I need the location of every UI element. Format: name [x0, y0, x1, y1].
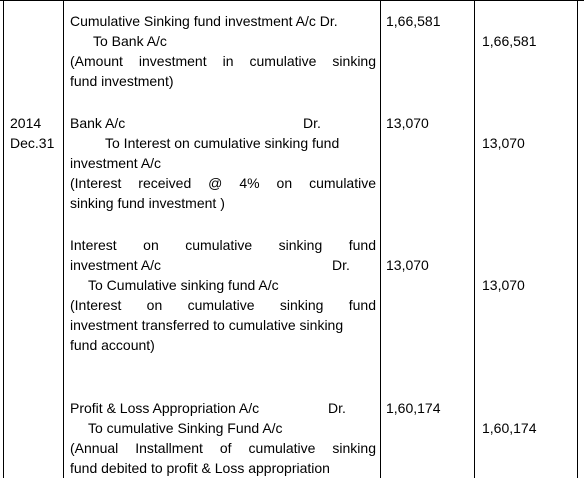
date-day: Dec.31	[10, 135, 55, 151]
entry-1-credit-amount: 1,66,581	[482, 33, 537, 49]
column-divider-debit	[474, 0, 475, 478]
entry-1-narration-line-2: fund investment)	[70, 73, 174, 89]
entry-2-narration-line-1: (Interest received @ 4% on cumulative	[70, 175, 376, 191]
column-divider-right-edge	[577, 0, 578, 478]
entry-2-debit-account: Bank A/c	[70, 115, 126, 131]
entry-3-narration-line-3: fund account)	[70, 337, 155, 353]
entry-3-debit-amount: 13,070	[386, 257, 429, 273]
entry-4-narration-line-1: (Annual Installment of cumulative sinking	[70, 440, 376, 456]
entry-1-credit-line: To Bank A/c	[93, 33, 167, 49]
entry-2-narration-line-2: sinking fund investment )	[70, 195, 225, 211]
entry-4-debit-amount: 1,60,174	[386, 400, 441, 416]
entry-2-credit-line-cont: investment A/c	[70, 155, 162, 171]
entry-4-narration-line-2: fund debited to profit & Loss appropriation	[70, 460, 330, 476]
date-year: 2014	[10, 115, 42, 131]
entry-3-narration-line-1: (Interest on cumulative sinking fund	[70, 297, 376, 313]
entry-4-debit-account: Profit & Loss Appropriation A/c	[70, 400, 260, 416]
entry-2-debit-amount: 13,070	[386, 115, 429, 131]
entry-3-debit-line-1: Interest on cumulative sinking fund	[70, 237, 376, 253]
column-divider-left-edge	[3, 0, 4, 478]
entry-3-narration-line-2: investment transferred to cumulative sinking	[70, 317, 344, 333]
entry-3-credit-line: To Cumulative sinking fund A/c	[88, 277, 279, 293]
entry-4-credit-line: To cumulative Sinking Fund A/c	[88, 420, 283, 436]
table-top-border	[0, 0, 584, 1]
entry-1-debit-line: Cumulative Sinking fund investment A/c Dr.	[70, 13, 338, 29]
entry-4-credit-amount: 1,60,174	[482, 420, 537, 436]
entry-4-dr-marker: Dr.	[328, 400, 346, 416]
entry-2-credit-line: To Interest on cumulative sinking fund	[105, 135, 340, 151]
column-divider-particulars	[380, 0, 381, 478]
entry-3-credit-amount: 13,070	[482, 277, 525, 293]
column-divider-date	[63, 0, 64, 478]
entry-1-debit-amount: 1,66,581	[386, 13, 441, 29]
entry-3-debit-account: investment A/c	[70, 257, 162, 273]
entry-2-dr-marker: Dr.	[303, 115, 321, 131]
entry-1-narration-line-1: (Amount investment in cumulative sinking	[70, 53, 376, 69]
entry-2-credit-amount: 13,070	[482, 135, 525, 151]
entry-3-dr-marker: Dr.	[332, 257, 350, 273]
